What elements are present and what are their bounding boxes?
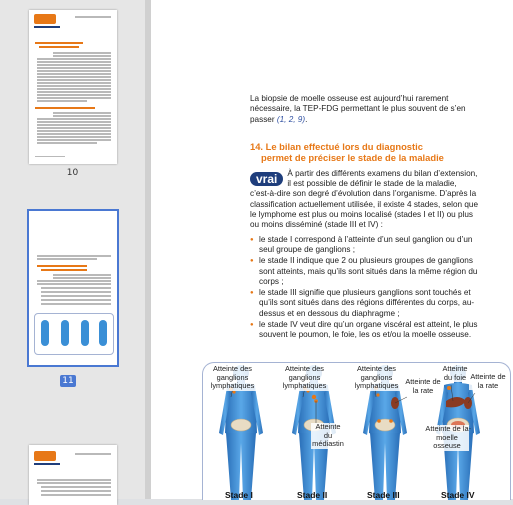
vrai-badge: vrai xyxy=(250,172,283,186)
callout-stage3-rate: Atteinte de la rate xyxy=(405,377,441,395)
list-item: ● le stade II indique que 2 ou plusieurs groupes de ganglions sont atteints, mais qu’ils sont situés dans la même région du corps ; xyxy=(250,256,478,287)
callout-stage2-bottom: Atteinte du médiastin xyxy=(312,422,344,448)
callout-stage4-rate: Atteinte de la rate xyxy=(470,372,506,390)
list-item: ● le stade III signifie que plusieurs ganglions sont touchés et qu’ils sont situés dans des régions différentes du corps, au-dessus et en dessous du diaphragme ; xyxy=(250,288,478,319)
thumbnail-page-10[interactable] xyxy=(29,10,117,164)
thumbnail-figure xyxy=(34,313,114,355)
thumbnail-page-12[interactable] xyxy=(29,445,117,505)
paragraph-text: À partir des différents examens du bilan d’extension, il est possible de définir le stade de la maladie, c’est-à-dire son degré d’évolution dans l’organisme. D’après la classification actuellement utilisée, il existe 4 stades, selon que le lymphome est plus ou moins localisé (stades I et II) ou plus ou moins disséminé (stade III et IV) : xyxy=(250,168,479,230)
callout-stage3-top: Atteinte des ganglions lymphatiques xyxy=(349,365,404,391)
intro-paragraph: La biopsie de moelle osseuse est aujourd’hui rarement nécessaire, la TEP-FDG permettant le plus souvent de s’en passer (1, 2, 9). xyxy=(250,94,466,124)
intro-text: La biopsie de moelle osseuse est aujourd’hui rarement nécessaire, la TEP-FDG permettant le plus souvent de s’en passer xyxy=(250,94,466,124)
list-item: ● le stade I correspond à l’atteinte d’un seul ganglion ou d’un seul groupe de ganglions ; xyxy=(250,235,478,256)
stage-label-1: Stade I xyxy=(225,490,253,500)
vrai-paragraph xyxy=(250,169,478,231)
section-heading xyxy=(250,141,478,163)
page-text xyxy=(250,94,478,342)
section-heading-line1: 14. Le bilan effectué lors du diagnostic xyxy=(250,140,423,152)
idees-logo xyxy=(34,14,56,24)
intro-cites[interactable]: (1, 2, 9) xyxy=(276,114,306,124)
thumbnail-sidebar xyxy=(0,0,146,499)
callout-stage4-moelle: Atteinte de la moelle osseuse xyxy=(425,424,469,450)
current-page-badge: 11 xyxy=(60,375,76,387)
stages-figure xyxy=(202,362,511,500)
thumbnail-label-10: 10 xyxy=(66,168,79,178)
thumbnail-page-11[interactable] xyxy=(29,211,117,365)
stage-label-2: Stade II xyxy=(297,490,328,500)
list-item: ● le stade IV veut dire qu’un organe viscéral est atteint, le plus souvent le poumon, le foie, les os et/ou la moelle osseuse. xyxy=(250,320,478,341)
idees-logo xyxy=(34,451,56,461)
stage-label-3: Stade III xyxy=(367,490,400,500)
stage-list xyxy=(250,235,478,341)
callout-stage2-top: Atteinte des ganglions lymphatiques xyxy=(277,365,332,391)
stage-label-4: Stade IV xyxy=(441,490,475,500)
section-heading-line2: permet de préciser le stade de la maladie xyxy=(261,151,444,163)
callout-stage1: Atteinte des ganglions lymphatiques xyxy=(205,365,260,391)
callout-stage4-foie: Atteinte du foie xyxy=(442,364,468,382)
